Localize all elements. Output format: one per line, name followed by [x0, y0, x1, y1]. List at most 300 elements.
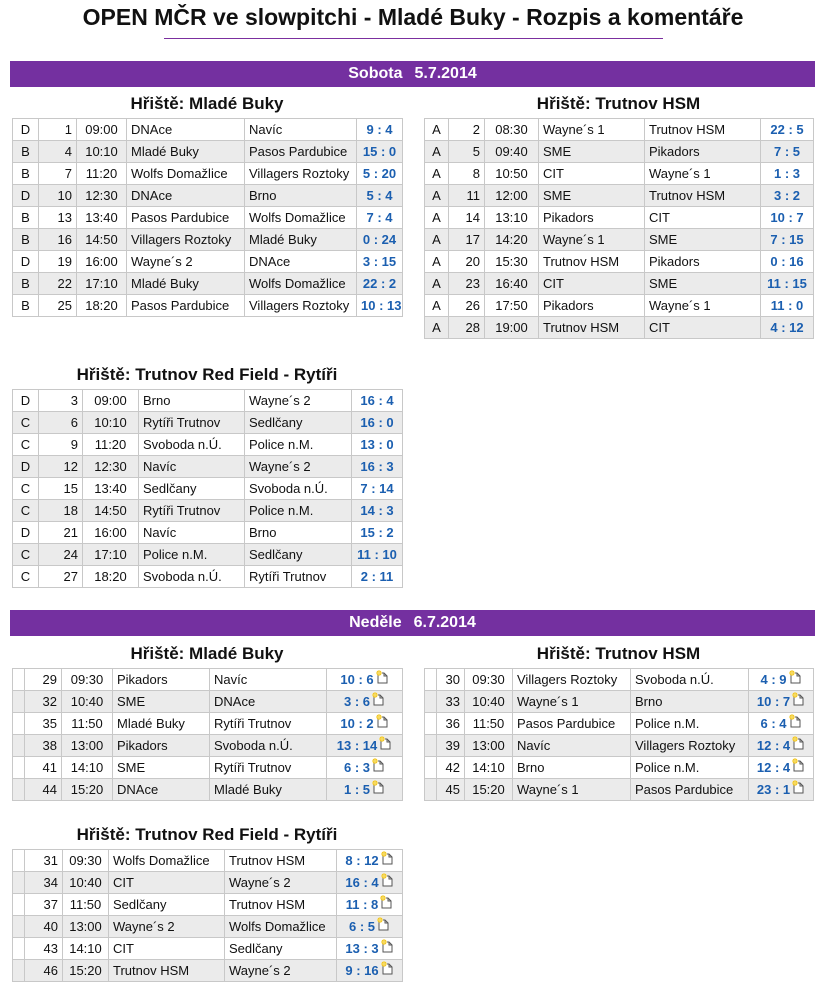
score-cell — [761, 251, 814, 273]
home-team: Brno — [513, 757, 631, 779]
game-row — [13, 456, 403, 478]
home-team: Police n.M. — [139, 544, 245, 566]
note-comment-icon[interactable] — [376, 670, 389, 687]
away-team: Trutnov HSM — [225, 850, 337, 872]
away-team: Pasos Pardubice — [245, 141, 357, 163]
game-row — [425, 779, 814, 801]
game-row — [13, 960, 403, 982]
group-cell: D — [13, 522, 39, 544]
note-comment-icon[interactable] — [372, 780, 385, 797]
game-time: 19:00 — [485, 317, 539, 339]
home-team: Navíc — [139, 522, 245, 544]
score-cell — [337, 894, 403, 916]
score-link[interactable]: 10 : 2 — [340, 715, 374, 731]
group-cell: C — [13, 544, 39, 566]
game-number: 2 — [449, 119, 485, 141]
group-cell — [13, 713, 25, 735]
score-cell — [352, 412, 403, 434]
home-team: Svoboda n.Ú. — [139, 434, 245, 456]
score-link[interactable]: 12 : 4 — [756, 737, 791, 753]
score-link[interactable]: 9 : 16 — [345, 962, 379, 978]
game-time: 10:10 — [83, 412, 139, 434]
score-cell — [327, 757, 403, 779]
game-time: 13:00 — [63, 916, 109, 938]
score-link[interactable]: 5 : 20 — [362, 166, 397, 181]
game-row — [13, 691, 403, 713]
away-team: Police n.M. — [631, 757, 749, 779]
field-block-sat-red-field — [12, 364, 402, 588]
group-cell — [13, 916, 25, 938]
score-link[interactable]: 13 : 3 — [345, 940, 379, 956]
game-row — [13, 434, 403, 456]
game-time: 09:30 — [62, 669, 113, 691]
group-cell — [13, 669, 25, 691]
home-team: Trutnov HSM — [539, 317, 645, 339]
score-link[interactable]: 16 : 0 — [360, 415, 394, 430]
score-link[interactable]: 12 : 4 — [756, 759, 791, 775]
away-team: Wayne´s 2 — [245, 456, 352, 478]
home-team: Pasos Pardubice — [127, 295, 245, 317]
game-time: 13:00 — [465, 735, 513, 757]
group-cell: D — [13, 456, 39, 478]
game-row — [13, 185, 403, 207]
home-team: Rytíři Trutnov — [139, 412, 245, 434]
home-team: Wayne´s 1 — [539, 229, 645, 251]
home-team: Wayne´s 1 — [513, 779, 631, 801]
schedule-table — [12, 389, 403, 588]
score-link[interactable]: 1 : 5 — [343, 781, 370, 797]
field-title: Hřiště: Mladé Buky — [130, 644, 284, 663]
group-cell: B — [13, 141, 39, 163]
score-link[interactable]: 11 : 10 — [357, 547, 397, 562]
away-team: Mladé Buky — [210, 779, 327, 801]
note-comment-icon[interactable] — [789, 714, 802, 731]
score-cell — [352, 500, 403, 522]
away-team: CIT — [645, 317, 761, 339]
score-link[interactable]: 10 : 13 — [361, 298, 402, 313]
score-link[interactable]: 0 : 16 — [770, 254, 804, 269]
score-link[interactable]: 22 : 2 — [362, 276, 397, 291]
game-row — [13, 757, 403, 779]
schedule-table — [12, 118, 403, 317]
game-time: 13:40 — [77, 207, 127, 229]
game-time: 15:20 — [63, 960, 109, 982]
game-number: 34 — [25, 872, 63, 894]
game-time: 09:40 — [485, 141, 539, 163]
note-comment-icon[interactable] — [377, 917, 390, 934]
game-time: 09:30 — [63, 850, 109, 872]
game-number: 36 — [437, 713, 465, 735]
game-time: 15:30 — [485, 251, 539, 273]
game-number: 14 — [449, 207, 485, 229]
score-link[interactable]: 16 : 4 — [345, 874, 379, 890]
game-time: 18:20 — [77, 295, 127, 317]
note-comment-icon[interactable] — [372, 692, 385, 709]
field-title: Hřiště: Trutnov HSM — [536, 94, 701, 113]
home-team: Sedlčany — [139, 478, 245, 500]
game-number: 16 — [39, 229, 77, 251]
game-row — [425, 273, 814, 295]
group-cell — [13, 894, 25, 916]
home-team: SME — [539, 185, 645, 207]
game-number: 5 — [449, 141, 485, 163]
score-cell — [749, 735, 814, 757]
home-team: Villagers Roztoky — [513, 669, 631, 691]
field-title: Hřiště: Trutnov Red Field - Rytíři — [76, 365, 338, 384]
group-cell — [425, 779, 437, 801]
day-name: Sobota — [348, 65, 403, 82]
note-comment-icon[interactable] — [381, 939, 394, 956]
score-link[interactable]: 11 : 15 — [767, 276, 807, 291]
group-cell — [13, 960, 25, 982]
game-number: 21 — [39, 522, 83, 544]
away-team: Svoboda n.Ú. — [245, 478, 352, 500]
score-cell — [761, 141, 814, 163]
score-link[interactable]: 7 : 5 — [773, 144, 800, 159]
field-title: Hřiště: Trutnov HSM — [536, 644, 701, 663]
score-link[interactable]: 7 : 4 — [366, 210, 393, 225]
game-number: 32 — [25, 691, 62, 713]
field-block-sun-mlade-buky — [12, 643, 402, 801]
score-cell — [327, 735, 403, 757]
note-comment-icon[interactable] — [792, 736, 805, 753]
game-row — [13, 119, 403, 141]
score-link[interactable]: 8 : 12 — [345, 852, 379, 868]
score-link[interactable]: 6 : 5 — [348, 918, 375, 934]
game-time: 15:20 — [62, 779, 113, 801]
away-team: Sedlčany — [245, 544, 352, 566]
game-time: 09:00 — [83, 390, 139, 412]
game-row — [13, 872, 403, 894]
game-row — [425, 735, 814, 757]
note-comment-icon[interactable] — [379, 736, 392, 753]
game-row — [425, 669, 814, 691]
game-time: 08:30 — [485, 119, 539, 141]
group-cell: D — [13, 119, 39, 141]
score-link[interactable]: 13 : 0 — [360, 437, 394, 452]
group-cell: A — [425, 207, 449, 229]
note-comment-icon[interactable] — [792, 692, 805, 709]
game-time: 17:50 — [485, 295, 539, 317]
score-cell — [357, 229, 403, 251]
group-cell: C — [13, 500, 39, 522]
away-team: Wayne´s 2 — [225, 872, 337, 894]
group-cell — [425, 669, 437, 691]
game-number: 18 — [39, 500, 83, 522]
game-number: 41 — [25, 757, 62, 779]
score-link[interactable]: 3 : 15 — [362, 254, 397, 269]
score-link[interactable]: 23 : 1 — [756, 781, 791, 797]
away-team: Wolfs Domažlice — [225, 916, 337, 938]
score-link[interactable]: 15 : 0 — [362, 144, 397, 159]
away-team: Rytíři Trutnov — [210, 713, 327, 735]
note-comment-icon[interactable] — [381, 851, 394, 868]
game-number: 1 — [39, 119, 77, 141]
game-row — [425, 317, 814, 339]
away-team: SME — [645, 229, 761, 251]
note-comment-icon[interactable] — [792, 780, 805, 797]
score-link[interactable]: 6 : 3 — [343, 759, 370, 775]
game-row — [13, 273, 403, 295]
score-link[interactable]: 2 : 11 — [360, 569, 394, 584]
field-block-sat-trutnov-hsm — [424, 93, 813, 339]
game-row — [13, 412, 403, 434]
score-link[interactable]: 5 : 4 — [366, 188, 393, 203]
game-row — [425, 185, 814, 207]
score-link[interactable]: 16 : 3 — [360, 459, 394, 474]
game-number: 3 — [39, 390, 83, 412]
home-team: SME — [539, 141, 645, 163]
score-cell — [761, 185, 814, 207]
score-link[interactable]: 10 : 6 — [340, 671, 374, 687]
home-team: DNAce — [127, 119, 245, 141]
score-cell — [327, 669, 403, 691]
home-team: Mladé Buky — [113, 713, 210, 735]
game-number: 43 — [25, 938, 63, 960]
home-team: Svoboda n.Ú. — [139, 566, 245, 588]
group-cell: A — [425, 163, 449, 185]
home-team: Villagers Roztoky — [127, 229, 245, 251]
note-comment-icon[interactable] — [380, 895, 393, 912]
schedule-table — [424, 668, 814, 801]
score-cell — [357, 295, 403, 317]
score-cell — [357, 185, 403, 207]
note-comment-icon[interactable] — [376, 714, 389, 731]
game-time: 11:20 — [83, 434, 139, 456]
home-team: CIT — [109, 872, 225, 894]
score-cell — [352, 478, 403, 500]
game-number: 29 — [25, 669, 62, 691]
field-block-sat-mlade-buky — [12, 93, 402, 317]
group-cell: B — [13, 163, 39, 185]
group-cell: A — [425, 251, 449, 273]
game-time: 12:30 — [83, 456, 139, 478]
game-row — [425, 163, 814, 185]
home-team: CIT — [539, 273, 645, 295]
score-cell — [357, 251, 403, 273]
game-time: 14:20 — [485, 229, 539, 251]
away-team: Police n.M. — [245, 500, 352, 522]
game-time: 12:00 — [485, 185, 539, 207]
field-block-sun-trutnov-hsm — [424, 643, 813, 801]
day-header-saturday — [10, 61, 815, 87]
game-number: 10 — [39, 185, 77, 207]
score-cell — [749, 779, 814, 801]
score-cell — [352, 456, 403, 478]
score-link[interactable]: 0 : 24 — [362, 232, 397, 247]
score-cell — [337, 938, 403, 960]
away-team: DNAce — [245, 251, 357, 273]
away-team: Wayne´s 1 — [645, 295, 761, 317]
score-link[interactable]: 11 : 8 — [345, 896, 379, 912]
game-row — [13, 713, 403, 735]
away-team: Wayne´s 1 — [645, 163, 761, 185]
away-team: Svoboda n.Ú. — [210, 735, 327, 757]
away-team: DNAce — [210, 691, 327, 713]
game-number: 7 — [39, 163, 77, 185]
home-team: Wolfs Domažlice — [109, 850, 225, 872]
home-team: DNAce — [127, 185, 245, 207]
home-team: Wayne´s 2 — [127, 251, 245, 273]
schedule-table — [424, 118, 814, 339]
score-link[interactable]: 7 : 14 — [360, 481, 394, 496]
game-row — [425, 713, 814, 735]
game-row — [425, 295, 814, 317]
schedule-table — [12, 849, 403, 982]
field-block-sun-red-field — [12, 824, 402, 982]
group-cell — [13, 779, 25, 801]
score-cell — [327, 713, 403, 735]
score-cell — [352, 434, 403, 456]
home-team: Pikadors — [539, 295, 645, 317]
score-link[interactable]: 11 : 0 — [770, 298, 804, 313]
note-comment-icon[interactable] — [789, 670, 802, 687]
score-cell — [357, 273, 403, 295]
away-team: Brno — [245, 522, 352, 544]
score-link[interactable]: 7 : 15 — [770, 232, 804, 247]
score-link[interactable]: 9 : 4 — [366, 122, 393, 137]
title-divider — [164, 38, 663, 39]
away-team: Navíc — [245, 119, 357, 141]
home-team: Wolfs Domažlice — [127, 163, 245, 185]
game-row — [13, 544, 403, 566]
score-link[interactable]: 4 : 12 — [770, 320, 804, 335]
game-time: 18:20 — [83, 566, 139, 588]
score-link[interactable]: 16 : 4 — [360, 393, 394, 408]
home-team: SME — [113, 757, 210, 779]
game-number: 46 — [25, 960, 63, 982]
game-number: 42 — [437, 757, 465, 779]
away-team: Mladé Buky — [245, 229, 357, 251]
score-cell — [761, 273, 814, 295]
away-team: Trutnov HSM — [645, 119, 761, 141]
group-cell: A — [425, 317, 449, 339]
game-number: 11 — [449, 185, 485, 207]
home-team: Navíc — [513, 735, 631, 757]
score-cell — [749, 669, 814, 691]
game-time: 13:10 — [485, 207, 539, 229]
game-number: 26 — [449, 295, 485, 317]
away-team: Police n.M. — [245, 434, 352, 456]
note-comment-icon[interactable] — [792, 758, 805, 775]
away-team: Trutnov HSM — [645, 185, 761, 207]
game-row — [13, 229, 403, 251]
day-header-sunday — [10, 610, 815, 636]
game-row — [13, 938, 403, 960]
score-link[interactable]: 10 : 7 — [770, 210, 804, 225]
score-cell — [327, 691, 403, 713]
group-cell — [13, 872, 25, 894]
note-comment-icon[interactable] — [381, 961, 394, 978]
game-row — [425, 119, 814, 141]
game-number: 33 — [437, 691, 465, 713]
game-number: 30 — [437, 669, 465, 691]
game-row — [13, 251, 403, 273]
game-number: 44 — [25, 779, 62, 801]
score-cell — [337, 916, 403, 938]
group-cell: A — [425, 295, 449, 317]
score-link[interactable]: 6 : 4 — [760, 715, 787, 731]
score-cell — [352, 566, 403, 588]
game-time: 10:40 — [465, 691, 513, 713]
score-link[interactable]: 3 : 6 — [343, 693, 370, 709]
game-time: 13:40 — [83, 478, 139, 500]
home-team: SME — [113, 691, 210, 713]
home-team: Brno — [139, 390, 245, 412]
group-cell: B — [13, 207, 39, 229]
group-cell: A — [425, 229, 449, 251]
note-comment-icon[interactable] — [381, 873, 394, 890]
home-team: Wayne´s 1 — [539, 119, 645, 141]
day-date: 6.7.2014 — [413, 614, 476, 631]
group-cell: D — [13, 185, 39, 207]
group-cell: B — [13, 295, 39, 317]
score-cell — [357, 141, 403, 163]
away-team: Pikadors — [645, 251, 761, 273]
score-cell — [352, 522, 403, 544]
home-team: Mladé Buky — [127, 273, 245, 295]
group-cell: D — [13, 251, 39, 273]
group-cell: D — [13, 390, 39, 412]
note-comment-icon[interactable] — [372, 758, 385, 775]
score-link[interactable]: 10 : 7 — [756, 693, 791, 709]
home-team: Pikadors — [113, 735, 210, 757]
game-row — [425, 691, 814, 713]
game-row — [13, 295, 403, 317]
home-team: Pikadors — [539, 207, 645, 229]
game-row — [13, 522, 403, 544]
game-row — [13, 735, 403, 757]
score-link[interactable]: 22 : 5 — [770, 122, 804, 137]
score-link[interactable]: 15 : 2 — [360, 525, 394, 540]
game-time: 15:20 — [465, 779, 513, 801]
away-team: Pikadors — [645, 141, 761, 163]
group-cell: A — [425, 273, 449, 295]
game-row — [425, 251, 814, 273]
score-link[interactable]: 3 : 2 — [773, 188, 800, 203]
game-number: 15 — [39, 478, 83, 500]
away-team: Trutnov HSM — [225, 894, 337, 916]
away-team: Wayne´s 2 — [225, 960, 337, 982]
game-row — [13, 141, 403, 163]
day-name: Neděle — [349, 614, 402, 631]
game-time: 09:00 — [77, 119, 127, 141]
score-link[interactable]: 14 : 3 — [360, 503, 394, 518]
group-cell — [425, 757, 437, 779]
game-time: 10:40 — [62, 691, 113, 713]
game-time: 16:40 — [485, 273, 539, 295]
score-link[interactable]: 13 : 14 — [336, 737, 378, 753]
away-team: Brno — [245, 185, 357, 207]
score-link[interactable]: 4 : 9 — [760, 671, 787, 687]
game-time: 11:50 — [465, 713, 513, 735]
group-cell — [13, 735, 25, 757]
day-date: 5.7.2014 — [414, 65, 477, 82]
game-row — [13, 566, 403, 588]
game-row — [425, 141, 814, 163]
home-team: Rytíři Trutnov — [139, 500, 245, 522]
score-link[interactable]: 1 : 3 — [773, 166, 800, 181]
game-number: 4 — [39, 141, 77, 163]
score-cell — [761, 163, 814, 185]
game-time: 14:50 — [83, 500, 139, 522]
group-cell: B — [13, 229, 39, 251]
game-number: 31 — [25, 850, 63, 872]
game-time: 14:10 — [62, 757, 113, 779]
schedule-table — [12, 668, 403, 801]
game-time: 17:10 — [83, 544, 139, 566]
game-time: 09:30 — [465, 669, 513, 691]
